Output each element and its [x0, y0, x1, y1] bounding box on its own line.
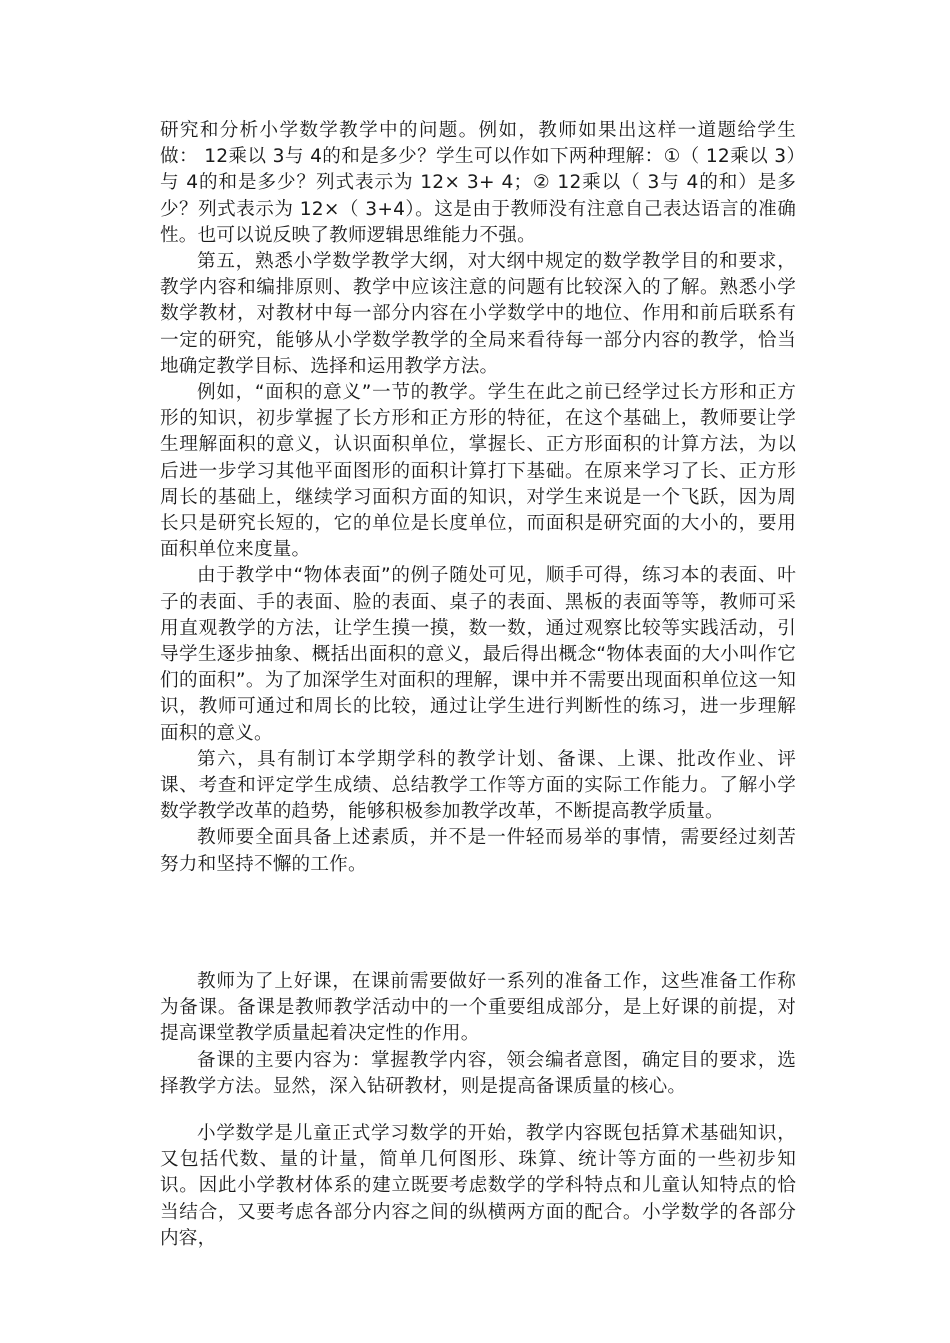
paragraph-surface-teaching: 由于教学中“物体表面”的例子随处可见，顺手可得，练习本的表面、叶子的表面、手的表面、脸的表面、桌子的表面、黑板的表面等等，教师可采用直观教学的方法，让学生摸一摸，数一数，通过观察比较等实践活动，引导学生逐步抽象、概括出面积的意义，最后得出概念“物体表面的大小叫作它们的面积”。为了加深学生对面积的理解，课中并不需要出现面积单位这一知识，教师可通过和周长的比较，通过让学生进行判断性的练习，进一步理解面积的意义。 — [160, 565, 796, 744]
document-section-teacher-qualities — [160, 118, 796, 878]
paragraph-sixth-point: 第六，具有制订本学期学科的教学计划、备课、上课、批改作业、评课、考查和评定学生成绩、总结教学工作等方面的实际工作能力。了解小学数学教学改革的趋势，能够积极参加教学改革，不断提高教学质量。 — [160, 748, 796, 823]
paragraph-lesson-prep-definition: 教师为了上好课，在课前需要做好一系列的准备工作，这些准备工作称为备课。备课是教师教学活动中的一个重要组成部分，是上好课的前提，对提高课堂教学质量起着决定性的作用。 — [160, 971, 796, 1045]
paragraph-conclusion: 教师要全面具备上述素质，并不是一件轻而易举的事情，需要经过刻苦努力和坚持不懈的工作。 — [160, 827, 796, 875]
paragraph-fifth-point: 第五，熟悉小学数学教学大纲，对大纲中规定的数学教学目的和要求，教学内容和编排原则、教学中应该注意的问题有比较深入的了解。熟悉小学数学教材，对教材中每一部分内容在小学数学中的地位、作用和前后联系有一定的研究，能够从小学数学教学的全局来看待每一部分内容的教学，恰当地确定教学目标、选择和运用教学方法。 — [160, 251, 796, 377]
paragraph-problem-example: 研究和分析小学数学教学中的问题。例如，教师如果出这样一道题给学生做： 12乘以 3与 4的和是多少？学生可以作如下两种理解：①（ 12乘以 3）与 4的和是多少？列式表示为 12× 3+ 4；② 12乘以（ 3与 4的和）是多少？列式表示为 12×（ 3+4）。这是由于教师没有注意自己表达语言的准确性。也可以说反映了教师逻辑思维能力不强。 — [160, 120, 796, 246]
paragraph-area-example: 例如，“面积的意义”一节的教学。学生在此之前已经学过长方形和正方形的知识，初步掌握了长方形和正方形的特征，在这个基础上，教师要让学生理解面积的意义，认识面积单位，掌握长、正方形面积的计算方法，为以后进一步学习其他平面图形的面积计算打下基础。在原来学习了长、正方形周长的基础上，继续学习面积方面的知识，对学生来说是一个飞跃，因为周长只是研究长短的，它的单位是长度单位，而面积是研究面的大小的，要用面积单位来度量。 — [160, 382, 796, 561]
document-section-curriculum — [160, 1121, 796, 1252]
document-section-lesson-prep — [160, 969, 796, 1100]
paragraph-curriculum-intro: 小学数学是儿童正式学习数学的开始，教学内容既包括算术基础知识，又包括代数、量的计量，简单几何图形、珠算、统计等方面的一些初步知识。因此小学教材体系的建立既要考虑数学的学科特点和儿童认知特点的恰当结合，又要考虑各部分内容之间的纵横两方面的配合。小学数学的各部分内容， — [160, 1123, 796, 1249]
paragraph-lesson-prep-content: 备课的主要内容为：掌握教学内容，领会编者意图，确定目的要求，选择教学方法。显然，深入钻研教材，则是提高备课质量的核心。 — [160, 1049, 796, 1097]
